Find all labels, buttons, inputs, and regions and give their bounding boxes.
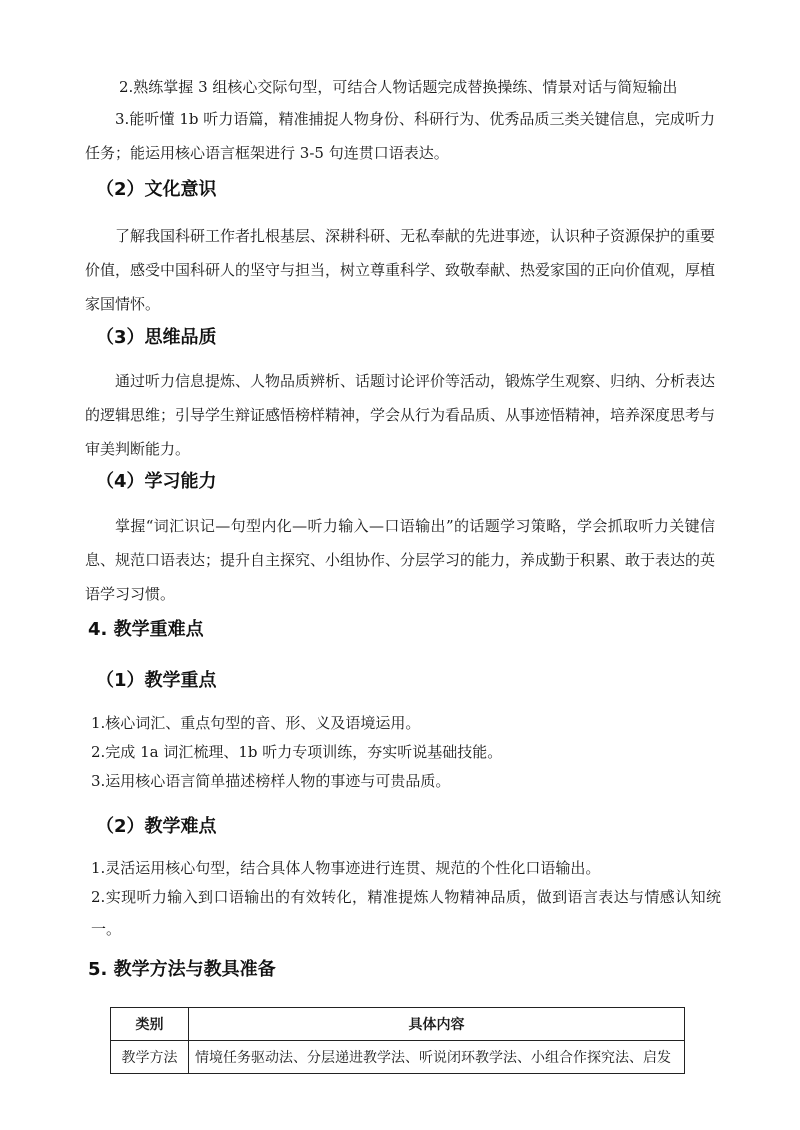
section5-heading: 5. 教学方法与教具准备: [88, 959, 276, 980]
culture-heading: （2）文化意识: [96, 179, 217, 200]
goal-item-2: 2.熟练掌握 3 组核心交际句型，可结合人物话题完成替换操练、情景对话与简短输出: [119, 78, 678, 96]
key-point-item: 1.核心词汇、重点句型的音、形、义及语境运用。: [91, 714, 421, 732]
table-cell-category: 教学方法: [111, 1041, 189, 1074]
methods-table: [110, 1007, 685, 1074]
key-point-item: 3.运用核心语言简单描述榜样人物的事迹与可贵品质。: [91, 772, 451, 790]
table-header-content: 具体内容: [189, 1008, 685, 1041]
difficulties-heading: （2）教学难点: [96, 816, 217, 837]
learning-paragraph: 掌握“词汇识记—句型内化—听力输入—口语输出”的话题学习策略，学会抓取听力关键信息、规范口语表达；提升自主探究、小组协作、分层学习的能力，养成勤于积累、敢于表达的英语学习习惯。: [85, 517, 716, 603]
thinking-paragraph: 通过听力信息提炼、人物品质辨析、话题讨论评价等活动，锻炼学生观察、归纳、分析表达的逻辑思维；引导学生辩证感悟榜样精神，学会从行为看品质、从事迹悟精神，培养深度思考与审美判断能力。: [85, 372, 716, 458]
section4-heading: 4. 教学重难点: [88, 619, 204, 640]
goal-item-3: 3.能听懂 1b 听力语篇，精准捕捉人物身份、科研行为、优秀品质三类关键信息，完成听力任务；能运用核心语言框架进行 3-5 句连贯口语表达。: [85, 110, 715, 162]
table-cell-content: 情境任务驱动法、分层递进教学法、听说闭环教学法、小组合作探究法、启发: [189, 1041, 685, 1074]
learning-heading: （4）学习能力: [96, 471, 217, 492]
difficulty-item: 2.实现听力输入到口语输出的有效转化，精准提炼人物精神品质，做到语言表达与情感认知统一。: [91, 888, 721, 938]
table-row: [111, 1041, 685, 1074]
culture-paragraph: 了解我国科研工作者扎根基层、深耕科研、无私奉献的先进事迹，认识种子资源保护的重要价值，感受中国科研人的坚守与担当，树立尊重科学、致敬奉献、热爱家国的正向价值观，厚植家国情怀。: [85, 227, 716, 313]
key-points-heading: （1）教学重点: [96, 670, 217, 691]
difficulty-item: 1.灵活运用核心句型，结合具体人物事迹进行连贯、规范的个性化口语输出。: [91, 859, 601, 877]
key-point-item: 2.完成 1a 词汇梳理、1b 听力专项训练，夯实听说基础技能。: [91, 743, 503, 761]
thinking-heading: （3）思维品质: [96, 327, 217, 348]
table-header-category: 类别: [111, 1008, 189, 1041]
table-header-row: [111, 1008, 685, 1041]
